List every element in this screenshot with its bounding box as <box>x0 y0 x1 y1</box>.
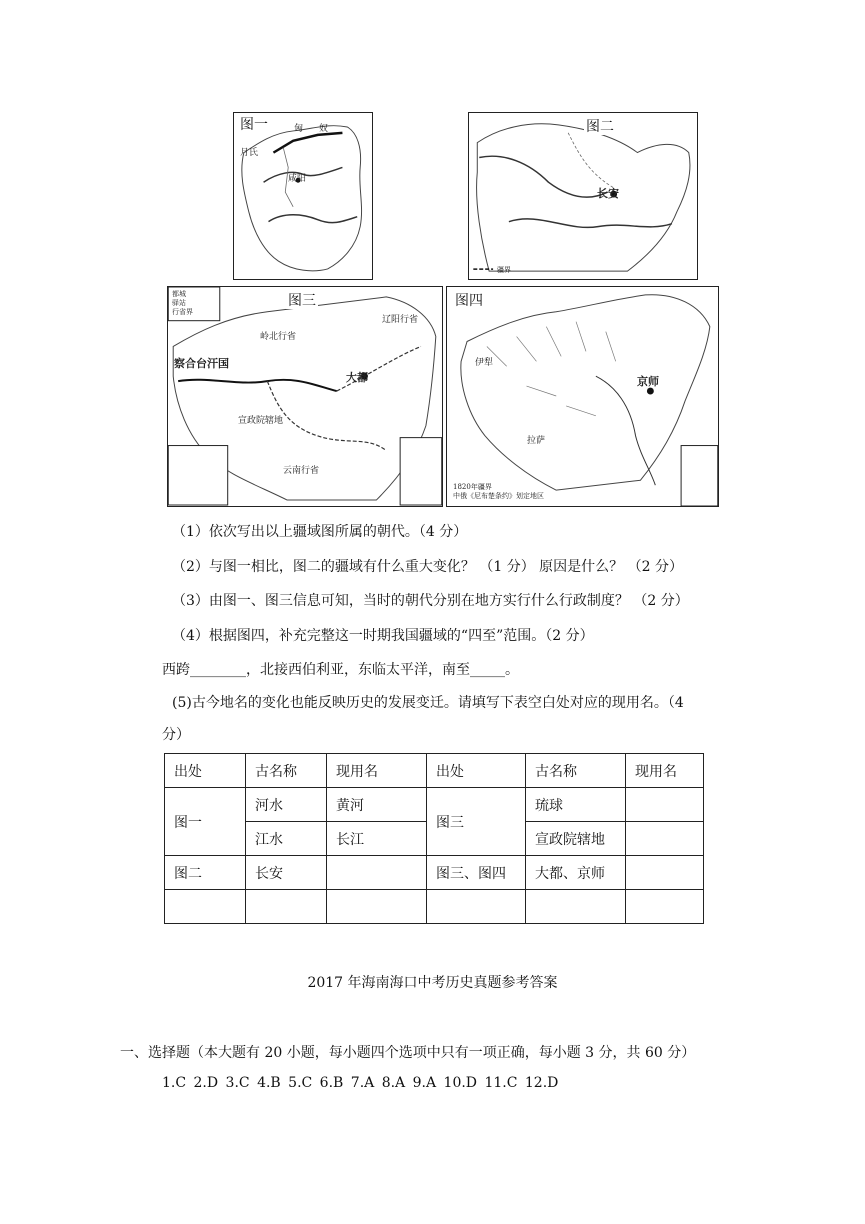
map-2-label: 长安 <box>597 187 619 200</box>
table-row <box>165 856 704 890</box>
map-1 <box>233 112 373 280</box>
map-4-label: 京师 <box>637 375 659 388</box>
map-3-label: 大都 <box>346 371 368 384</box>
map-2-legend: 疆界 <box>497 266 511 274</box>
table-header: 现用名 <box>626 754 704 788</box>
table-cell: 宣政院辖地 <box>526 822 626 856</box>
answer-key-title: 2017 年海南海口中考历史真题参考答案 <box>307 975 558 991</box>
map-1-drawing <box>234 113 372 279</box>
table-header: 古名称 <box>246 754 327 788</box>
map-1-label: 月氏 <box>240 148 259 158</box>
question-3: （3）由图一、图三信息可知，当时的朝代分别在地方实行什么行政制度？ （2 分） <box>172 593 689 609</box>
blank-answer-cell[interactable] <box>165 890 246 924</box>
table-row <box>165 890 704 924</box>
map-1-label: 奴 <box>319 124 329 134</box>
map-3-label: 辽阳行省 <box>382 315 419 325</box>
map-1-label: 匈 <box>294 124 304 134</box>
blank-answer-cell[interactable] <box>626 822 704 856</box>
table-cell: 琉球 <box>526 788 626 822</box>
map-3-legend: 都城 驿站 行省界 <box>172 290 193 316</box>
table-header-row <box>165 754 704 788</box>
question-1: （1）依次写出以上疆域图所属的朝代。（4 分） <box>172 524 468 540</box>
table-cell: 图三、图四 <box>427 856 526 890</box>
table-cell: 长安 <box>246 856 327 890</box>
table-header: 现用名 <box>327 754 427 788</box>
table-cell: 图一 <box>165 788 246 856</box>
table-cell: 长江 <box>327 822 427 856</box>
map-4-legend: 1820年疆界 中俄《尼布楚条约》划定地区 <box>453 483 544 500</box>
map-3 <box>167 286 443 507</box>
table-row <box>165 788 704 822</box>
blank-answer-cell[interactable] <box>327 890 427 924</box>
table-cell: 图三 <box>427 788 526 856</box>
map-4 <box>446 286 719 507</box>
blank-answer-cell[interactable] <box>626 856 704 890</box>
blank-answer-cell[interactable] <box>526 890 626 924</box>
table-cell: 江水 <box>246 822 327 856</box>
question-2: （2）与图一相比，图二的疆域有什么重大变化？ （1 分） 原因是什么？ （2 分） <box>172 559 683 575</box>
table-header: 古名称 <box>526 754 626 788</box>
map-1-title: 图一 <box>240 117 268 133</box>
table-cell: 黄河 <box>327 788 427 822</box>
map-4-title: 图四 <box>455 293 483 309</box>
map-2-title: 图二 <box>586 119 614 135</box>
place-name-table <box>164 753 704 924</box>
blank-answer-cell[interactable] <box>626 788 704 822</box>
question-5: (5)古今地名的变化也能反映历史的发展变迁。请填写下表空白处对应的现用名。（4 <box>172 695 684 711</box>
table-header: 出处 <box>165 754 246 788</box>
section-heading: 一、选择题（本大题有 20 小题，每小题四个选项中只有一项正确，每小题 3 分，共 60 分） <box>120 1045 696 1061</box>
map-2 <box>468 112 698 280</box>
blank-answer-cell[interactable] <box>327 856 427 890</box>
answer-list: 1.C 2.D 3.C 4.B 5.C 6.B 7.A 8.A 9.A 10.D 11.C 12.D <box>162 1075 559 1091</box>
table-cell: 图二 <box>165 856 246 890</box>
map-1-label: 咸阳 <box>288 174 307 184</box>
map-3-label: 察合台汗国 <box>174 357 229 370</box>
blank-answer-cell[interactable] <box>427 890 526 924</box>
map-4-drawing <box>447 287 718 506</box>
map-3-label: 岭北行省 <box>260 332 297 342</box>
question-5-continued: 分） <box>162 727 190 743</box>
table-cell: 大都、京师 <box>526 856 626 890</box>
question-4: （4）根据图四，补充完整这一时期我国疆域的“四至”范围。（2 分） <box>172 628 594 644</box>
table-cell: 河水 <box>246 788 327 822</box>
table-header: 出处 <box>427 754 526 788</box>
blank-answer-cell[interactable] <box>626 890 704 924</box>
map-3-title: 图三 <box>288 293 316 309</box>
map-2-drawing <box>469 113 697 279</box>
map-4-label: 伊犁 <box>475 358 494 368</box>
map-3-label: 宣政院辖地 <box>238 416 284 426</box>
map-3-label: 云南行省 <box>283 466 320 476</box>
question-4-fill-in: 西跨________，北接西伯利亚，东临太平洋，南至_____。 <box>162 662 519 678</box>
map-4-label: 拉萨 <box>527 436 546 446</box>
blank-answer-cell[interactable] <box>246 890 327 924</box>
